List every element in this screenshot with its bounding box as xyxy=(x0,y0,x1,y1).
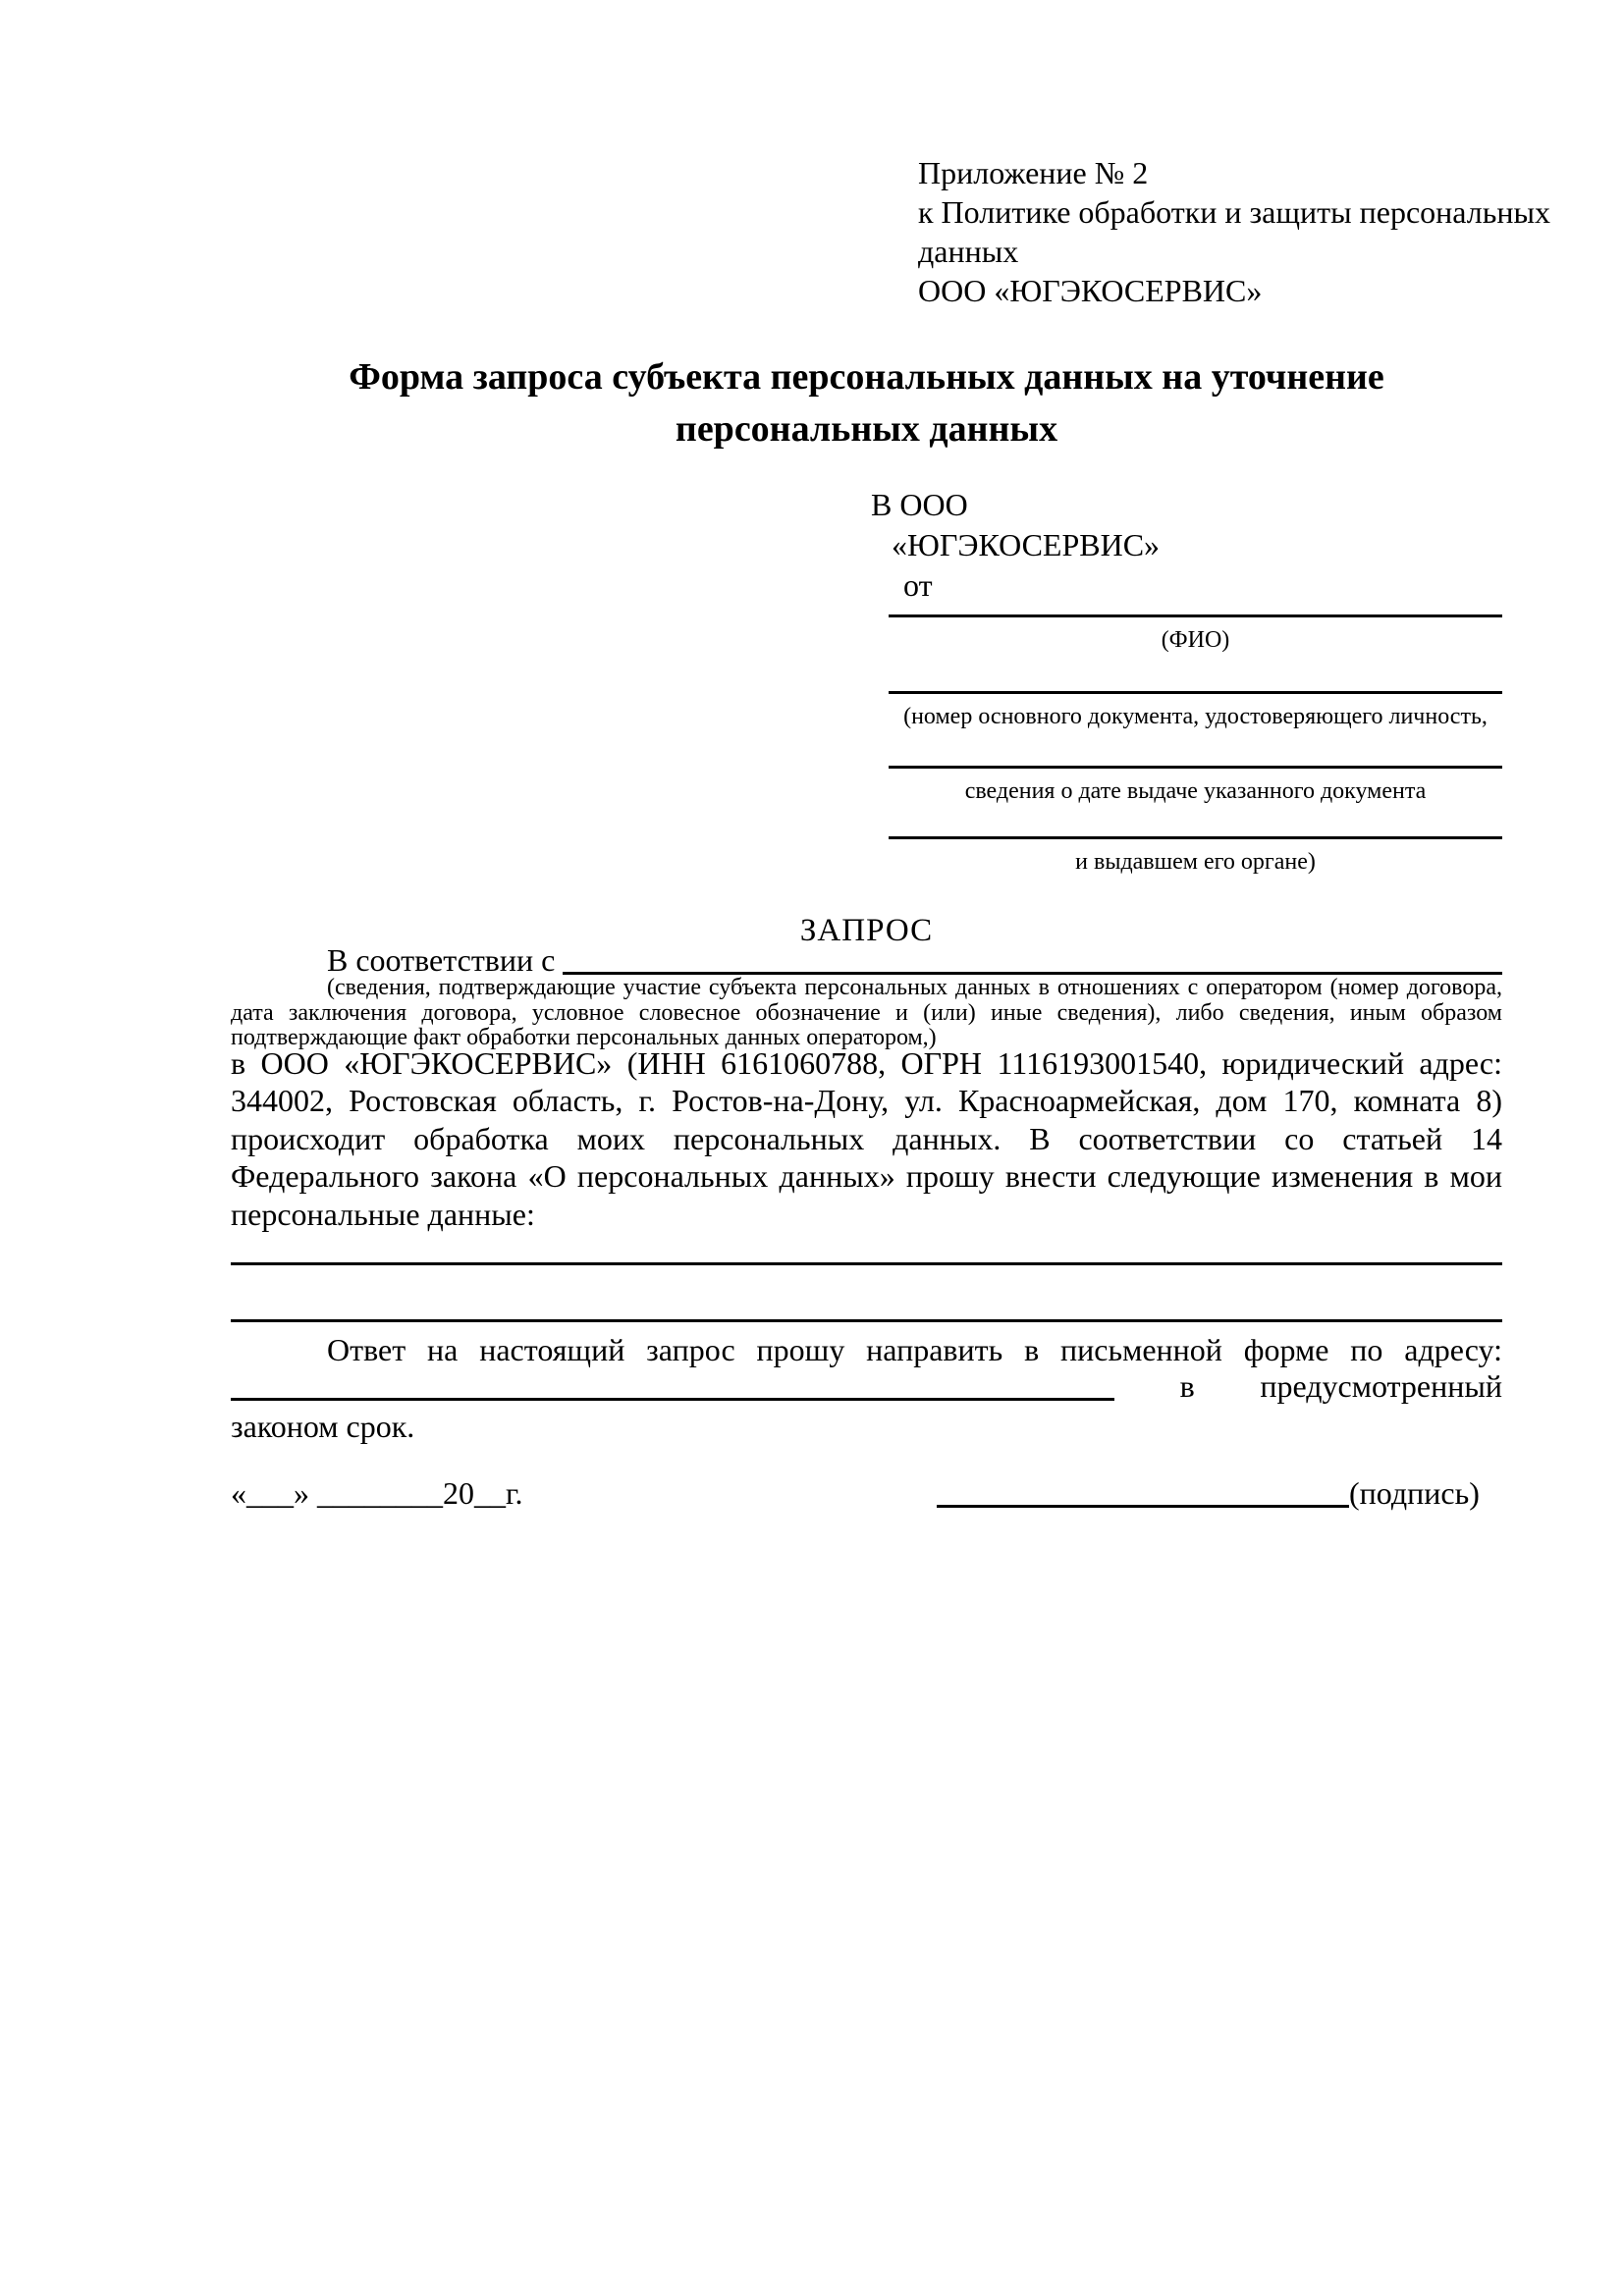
signature-caption: (подпись) xyxy=(1349,1475,1480,1511)
addressee-line-1: В ООО xyxy=(871,487,968,522)
addressee-line-2: «ЮГЭКОСЕРВИС» xyxy=(892,527,1161,562)
annex-header-line: Приложение № 2 xyxy=(918,155,1149,190)
answer-word-predusmotrenny: предусмотренный xyxy=(1260,1368,1502,1404)
issuing-authority-caption: и выдавшем его органе) xyxy=(1075,849,1316,875)
document-number-fill-line xyxy=(889,691,1502,694)
answer-word-v: в xyxy=(1179,1368,1195,1404)
changes-fill-line-2 xyxy=(231,1319,1502,1322)
signature-fill-line xyxy=(937,1474,1349,1508)
issuing-authority-fill-line xyxy=(889,836,1502,839)
annex-header xyxy=(918,153,1566,310)
annex-header-line: ООО «ЮГЭКОСЕРВИС» xyxy=(918,273,1263,308)
fio-fill-line xyxy=(889,614,1502,617)
annex-header-line: к Политике обработки и защиты персональных xyxy=(918,194,1550,230)
address-fill-line xyxy=(231,1398,1114,1401)
basis-fine-print: (сведения, подтверждающие участие субъекта персональных данных в отношениях с оператором (номер договора, дата заключения договора, условное словесное обозначение и (или) иные сведения), либо сведения, иным образом подтверждающие факт обработки персональных данных оператором,) xyxy=(231,975,1502,1050)
addressee-line-3: от xyxy=(903,567,933,603)
answer-paragraph-line-2 xyxy=(231,1364,1502,1404)
answer-paragraph-line-1: Ответ на настоящий запрос прошу направить в письменной форме по адресу: xyxy=(327,1332,1502,1367)
changes-fill-line-1 xyxy=(231,1262,1502,1265)
annex-header-line: данных xyxy=(918,234,1019,269)
document-title-line-1: Форма запроса субъекта персональных данных на уточнение xyxy=(349,356,1384,398)
request-heading: ЗАПРОС xyxy=(799,913,934,948)
basis-line xyxy=(231,942,1502,978)
document-title-line-2: персональных данных xyxy=(675,408,1058,450)
addressee-block xyxy=(871,485,1502,606)
date-fill-text: «___» ________20__г. xyxy=(231,1475,523,1511)
document-title xyxy=(231,351,1502,455)
issue-date-fill-line xyxy=(889,766,1502,769)
issue-date-caption: сведения о дате выдаче указанного документа xyxy=(964,778,1427,804)
document-number-caption: (номер основного документа, удостоверяющего личность, xyxy=(903,704,1488,729)
basis-lead-text: В соответствии с xyxy=(327,942,556,978)
fio-caption: (ФИО) xyxy=(1161,627,1230,653)
request-body-paragraph: в ООО «ЮГЭКОСЕРВИС» (ИНН 6161060788, ОГРН 1116193001540, юридический адрес: 344002, Ростовская область, г. Ростов-на-Дону, ул. Красноармейская, дом 170, комната 8) происходит обработка моих персональных данных. В соответствии со статьей 14 Федерального закона «О персональных данных» прошу внести следующие изменения в мои персональные данные: xyxy=(231,1045,1502,1232)
answer-paragraph-line-3: законом срок. xyxy=(231,1409,415,1444)
